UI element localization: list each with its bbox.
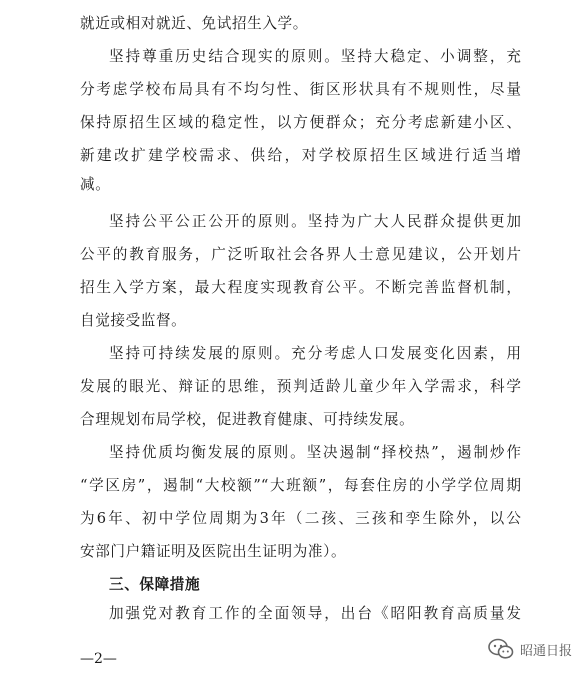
paragraph-principle-history: 坚持尊重历史结合现实的原则。坚持大稳定、小调整，充	[109, 48, 521, 65]
text-line: 安部门户籍证明及医院出生证明为准）。	[80, 543, 347, 560]
page-number: —2—	[80, 651, 117, 667]
text-line: 自觉接受监督。	[80, 312, 187, 329]
text-line: 保持原招生区域的稳定性，以方便群众；充分考虑新建小区、	[80, 114, 521, 131]
paragraph-principle-quality: 坚持优质均衡发展的原则。坚决遏制“择校热”，遏制炒作	[109, 444, 521, 461]
text-line: 公平的教育服务，广泛听取社会各界人士意见建议，公开划片	[80, 246, 521, 263]
text-line: 新建改扩建学校需求、供给，对学校原招生区域进行适当增	[80, 147, 521, 164]
text-line: 分考虑学校布局具有不均匀性、街区形状具有不规则性，尽量	[80, 81, 521, 98]
wechat-icon	[488, 638, 514, 660]
text-line: 就近或相对就近、免试招生入学。	[80, 15, 308, 32]
watermark-text: 昭通日报	[519, 643, 572, 659]
watermark	[488, 638, 572, 660]
text-line: “学区房”，遏制“大校额”“大班额”，每套住房的小学学位周期	[80, 477, 521, 494]
paragraph-principle-fairness: 坚持公平公正公开的原则。坚持为广大人民群众提供更加	[109, 213, 521, 230]
text-line: 为6年、初中学位周期为3年（二孩、三孩和孪生除外，以公	[80, 510, 521, 527]
paragraph-safeguards: 加强党对教育工作的全面领导，出台《昭阳教育高质量发	[109, 605, 521, 622]
text-line: 发展的眼光、辩证的思维，预判适龄儿童少年入学需求，科学	[80, 378, 521, 395]
text-line: 招生入学方案，最大程度实现教育公平。不断完善监督机制，	[80, 279, 521, 296]
text-line: 合理规划布局学校，促进教育健康、可持续发展。	[80, 411, 415, 428]
paragraph-principle-sustainable: 坚持可持续发展的原则。充分考虑人口发展变化因素，用	[109, 345, 521, 362]
text-line: 减。	[80, 176, 111, 193]
section-heading-safeguards: 三、保障措施	[109, 576, 201, 593]
